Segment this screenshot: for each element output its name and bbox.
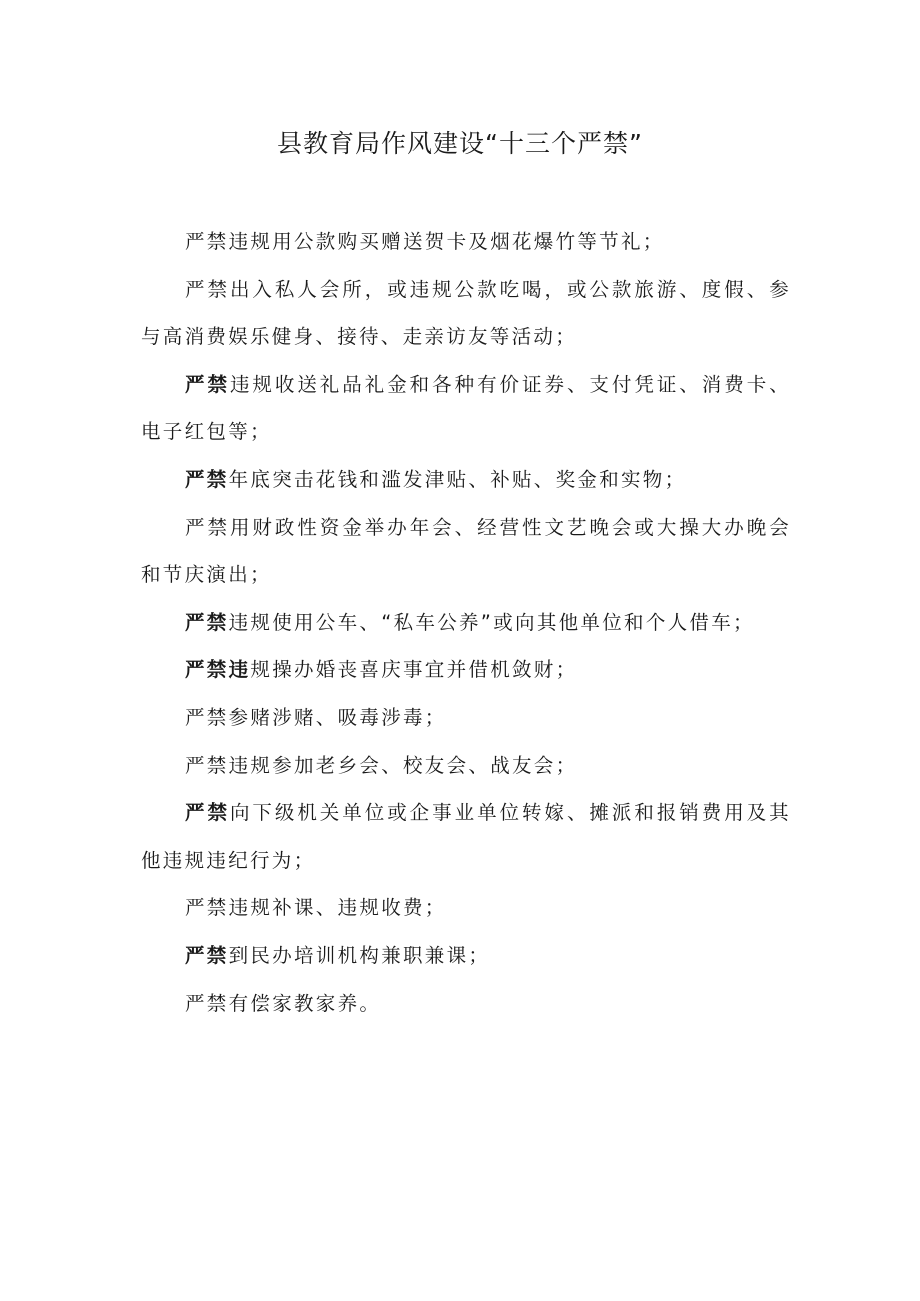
prohibition-item <box>141 218 791 266</box>
bold-prefix: 严禁违 <box>185 658 251 682</box>
prohibition-item <box>141 742 791 790</box>
prohibition-item <box>141 599 791 647</box>
bold-prefix: 严禁 <box>185 943 229 967</box>
item-text: 严禁用财政性资金举办年会、经营性文艺晚会或大操大办晚会和节庆演出； <box>141 515 791 587</box>
item-text: 到民办培训机构兼职兼课； <box>228 943 491 967</box>
item-text: 违规使用公车、“私车公养”或向其他单位和个人借车； <box>228 610 755 634</box>
prohibition-item <box>141 456 791 504</box>
bold-prefix: 严禁 <box>185 372 230 396</box>
prohibition-item <box>141 361 791 456</box>
prohibition-item <box>141 266 791 361</box>
prohibition-item <box>141 789 791 884</box>
prohibition-item <box>141 980 791 1028</box>
item-text: 严禁有偿家教家养。 <box>185 991 382 1015</box>
item-text: 严禁出入私人会所，或违规公款吃喝，或公款旅游、度假、参与高消费娱乐健身、接待、走亲访友等活动； <box>141 277 791 349</box>
prohibition-item <box>141 504 791 599</box>
document-body <box>141 218 791 1027</box>
item-text: 严禁违规参加老乡会、校友会、战友会； <box>185 753 578 777</box>
bold-prefix: 严禁 <box>185 467 229 491</box>
prohibition-item <box>141 932 791 980</box>
prohibition-item <box>141 646 791 694</box>
item-text: 严禁参赌涉赌、吸毒涉毒； <box>185 705 447 729</box>
bold-prefix: 严禁 <box>185 801 230 825</box>
item-text: 严禁违规补课、违规收费； <box>185 896 447 920</box>
item-text: 严禁违规用公款购买赠送贺卡及烟花爆竹等节礼； <box>185 230 665 253</box>
prohibition-item <box>141 694 791 742</box>
bold-prefix: 严禁 <box>185 610 229 634</box>
item-text: 规操办婚丧喜庆事宜并借机敛财； <box>250 658 578 682</box>
item-text: 违规收送礼品礼金和各种有价证券、支付凭证、消费卡、电子红包等； <box>141 372 791 444</box>
item-text: 年底突击花钱和滥发津贴、补贴、奖金和实物； <box>228 467 687 491</box>
document-title: 县教育局作风建设“十三个严禁” <box>277 129 643 158</box>
item-text: 向下级机关单位或企事业单位转嫁、摊派和报销费用及其他违规违纪行为； <box>141 801 791 872</box>
prohibition-item <box>141 884 791 932</box>
